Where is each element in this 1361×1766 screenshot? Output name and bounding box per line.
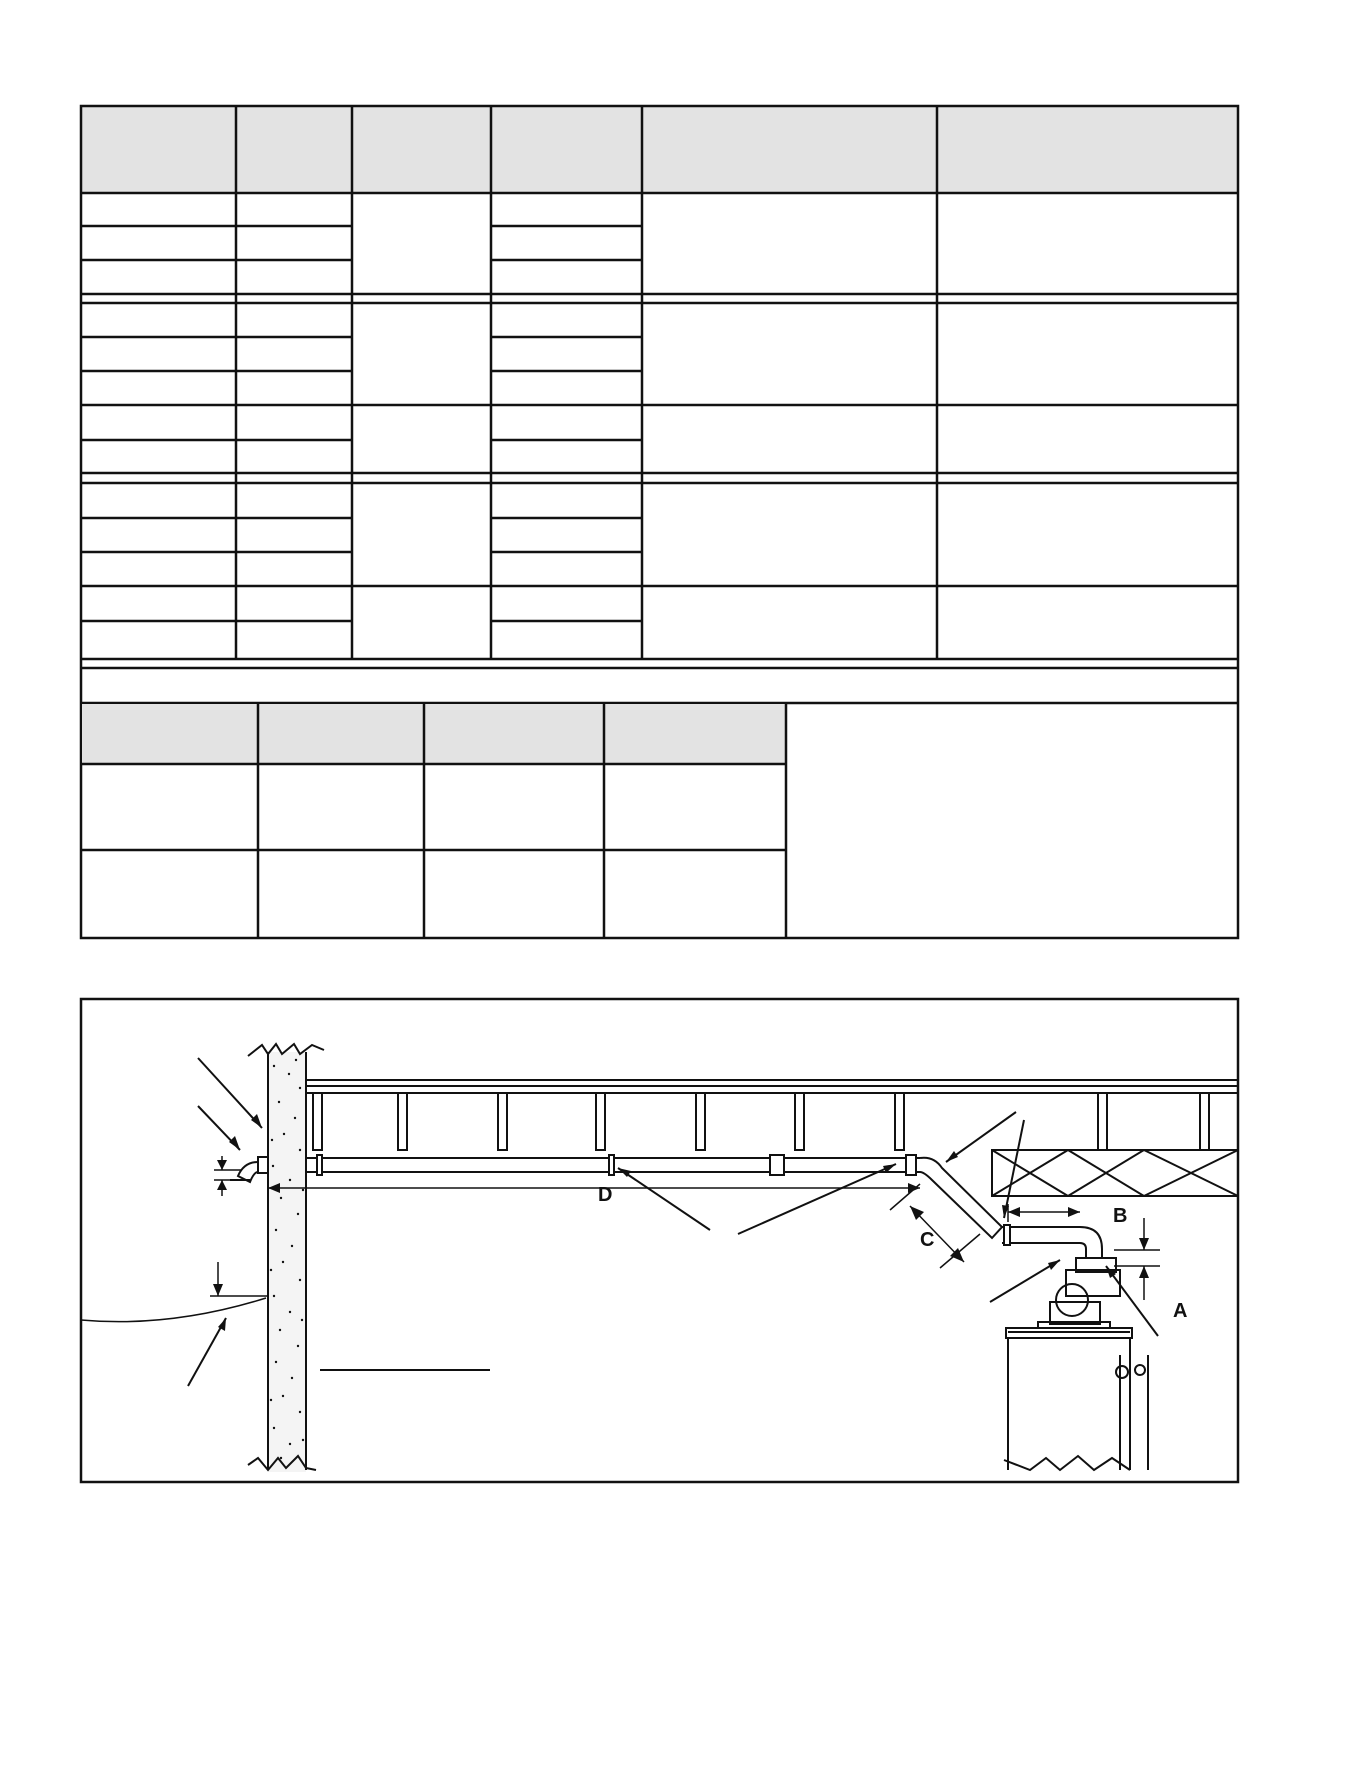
grade-line xyxy=(81,1298,266,1322)
water-heater xyxy=(1004,1258,1148,1470)
duct xyxy=(992,1150,1238,1196)
ceiling-joists xyxy=(306,1080,1238,1150)
table-border xyxy=(81,106,1238,938)
label-c: C xyxy=(920,1229,935,1251)
dimension-c xyxy=(890,1184,980,1268)
figure-border xyxy=(81,999,1238,1482)
venting-diagram xyxy=(81,999,1238,1482)
label-a: A xyxy=(1173,1300,1188,1322)
label-d: D xyxy=(598,1184,613,1206)
subtable-header-row xyxy=(82,704,786,764)
vent-pipe xyxy=(306,1155,1102,1258)
label-b: B xyxy=(1113,1205,1128,1227)
dimension-d xyxy=(268,1183,920,1193)
vent-length-table xyxy=(81,106,1238,938)
leader-arrows xyxy=(188,1058,1158,1386)
table-header-row xyxy=(81,106,1238,193)
dimension-b xyxy=(1008,1204,1080,1222)
